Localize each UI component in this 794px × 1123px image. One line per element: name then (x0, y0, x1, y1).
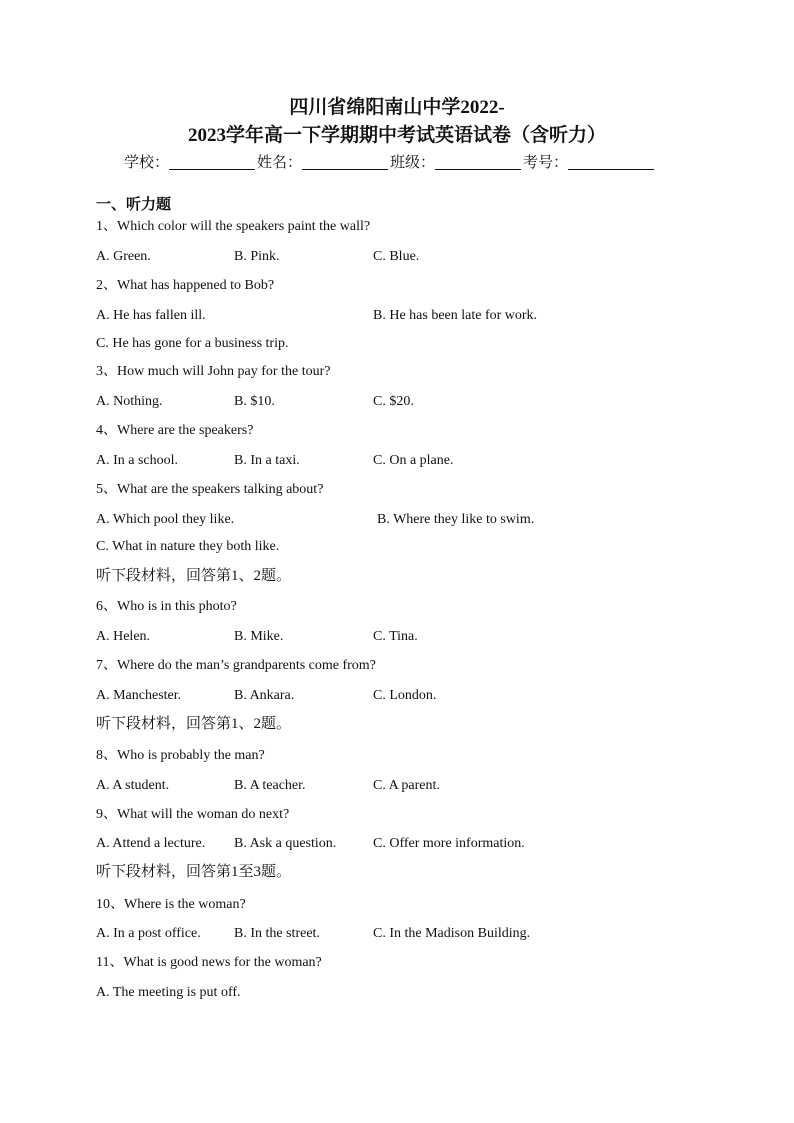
q8-option-a: A. A student. (96, 778, 170, 793)
school-blank[interactable] (169, 153, 255, 170)
number-blank[interactable] (568, 153, 654, 170)
q9-option-b: B. Ask a question. (234, 836, 337, 851)
exam-title-line-2: 2023学年高一下学期期中考试英语试卷（含听力） (187, 125, 606, 146)
q7-option-c: C. London. (373, 688, 437, 703)
instruction-note-2: 听下段材料，回答第1、2题。 (96, 716, 292, 732)
q3-option-a: A. Nothing. (96, 394, 163, 409)
q1-option-a: A. Green. (96, 249, 151, 264)
q6-option-b: B. Mike. (234, 629, 284, 644)
instruction-note-3: 听下段材料，回答第1至3题。 (96, 864, 292, 880)
q4-option-a: A. In a school. (96, 453, 179, 468)
q10-option-c: C. In the Madison Building. (373, 926, 531, 941)
q4-option-c: C. On a plane. (373, 453, 454, 468)
number-label: 考号： (523, 155, 569, 171)
school-label: 学校： (124, 155, 170, 171)
instruction-note-1: 听下段材料，回答第1、2题。 (96, 568, 292, 584)
q5-option-b: B. Where they like to swim. (377, 512, 535, 527)
question-9: 9、What will the woman do next? (96, 807, 290, 822)
q5-option-a: A. Which pool they like. (96, 512, 235, 527)
question-8: 8、Who is probably the man? (96, 748, 265, 763)
q11-option-a: A. The meeting is put off. (96, 985, 241, 1000)
question-11: 11、What is good news for the woman? (96, 955, 322, 970)
q8-option-b: B. A teacher. (234, 778, 306, 793)
exam-title-line-1: 四川省绵阳南山中学2022- (289, 97, 505, 118)
q2-option-c: C. He has gone for a business trip. (96, 336, 289, 351)
q9-option-a: A. Attend a lecture. (96, 836, 206, 851)
q4-option-b: B. In a taxi. (234, 453, 300, 468)
q6-option-c: C. Tina. (373, 629, 418, 644)
q2-option-b: B. He has been late for work. (373, 308, 538, 323)
q6-option-a: A. Helen. (96, 629, 151, 644)
class-blank[interactable] (435, 153, 521, 170)
question-1: 1、Which color will the speakers paint the wall? (96, 219, 371, 234)
q7-option-a: A. Manchester. (96, 688, 182, 703)
question-4: 4、Where are the speakers? (96, 423, 254, 438)
q5-option-c: C. What in nature they both like. (96, 539, 280, 554)
q9-option-c: C. Offer more information. (373, 836, 525, 851)
q7-option-b: B. Ankara. (234, 688, 295, 703)
q1-option-b: B. Pink. (234, 249, 280, 264)
question-2: 2、What has happened to Bob? (96, 278, 275, 293)
q8-option-c: C. A parent. (373, 778, 440, 793)
name-blank[interactable] (302, 153, 388, 170)
class-label: 班级： (390, 155, 436, 171)
question-5: 5、What are the speakers talking about? (96, 482, 324, 497)
q2-option-a: A. He has fallen ill. (96, 308, 206, 323)
question-7: 7、Where do the man’s grandparents come from? (96, 658, 376, 673)
question-6: 6、Who is in this photo? (96, 599, 237, 614)
q10-option-a: A. In a post office. (96, 926, 201, 941)
section-heading: 一、听力题 (96, 197, 172, 213)
name-label: 姓名： (257, 155, 303, 171)
q3-option-c: C. $20. (373, 394, 414, 409)
q10-option-b: B. In the street. (234, 926, 320, 941)
question-3: 3、How much will John pay for the tour? (96, 364, 331, 379)
student-info-row (124, 152, 656, 174)
question-10: 10、Where is the woman? (96, 897, 246, 912)
q3-option-b: B. $10. (234, 394, 275, 409)
q1-option-c: C. Blue. (373, 249, 420, 264)
